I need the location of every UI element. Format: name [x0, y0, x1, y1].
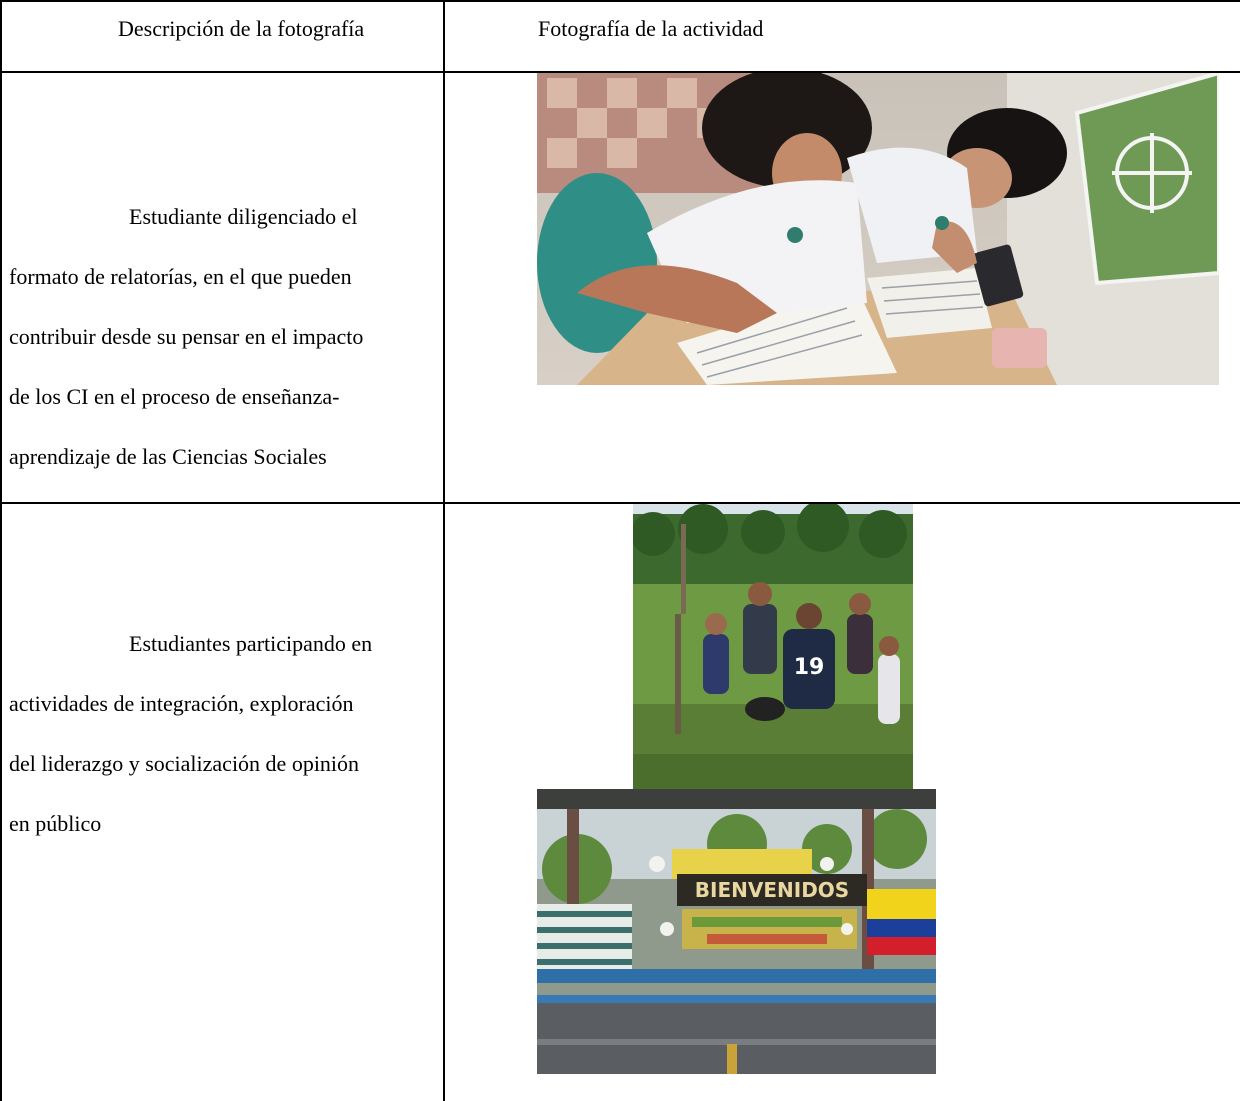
description-line: Estudiante diligenciado el — [129, 204, 358, 229]
description-line: en público — [9, 811, 102, 836]
table-left-border — [0, 0, 2, 1101]
row-1-description — [9, 187, 441, 487]
description-line: de los CI en el proceso de enseñanza- — [9, 384, 340, 409]
svg-text:19: 19 — [793, 655, 825, 680]
row-divider — [0, 502, 1240, 504]
description-line: del liderazgo y socialización de opinión — [9, 751, 360, 776]
description-line: Estudiantes participando en — [129, 631, 373, 656]
header-photo: Fotografía de la actividad — [538, 16, 764, 41]
description-line: actividades de integración, exploración — [9, 691, 354, 716]
header-description: Descripción de la fotografía — [118, 16, 365, 41]
photo-students-writing — [537, 73, 1219, 385]
description-line: formato de relatorías, en el que pueden — [9, 264, 352, 289]
photo-welcome-sign — [537, 789, 936, 1074]
photo-students-field — [633, 504, 913, 789]
table-top-border — [0, 0, 1240, 2]
description-line: aprendizaje de las Ciencias Sociales — [9, 444, 327, 469]
column-divider — [443, 0, 445, 1101]
svg-text:BIENVENIDOS: BIENVENIDOS — [694, 878, 850, 902]
row-2-description — [9, 614, 441, 854]
description-line: contribuir desde su pensar en el impacto — [9, 324, 364, 349]
